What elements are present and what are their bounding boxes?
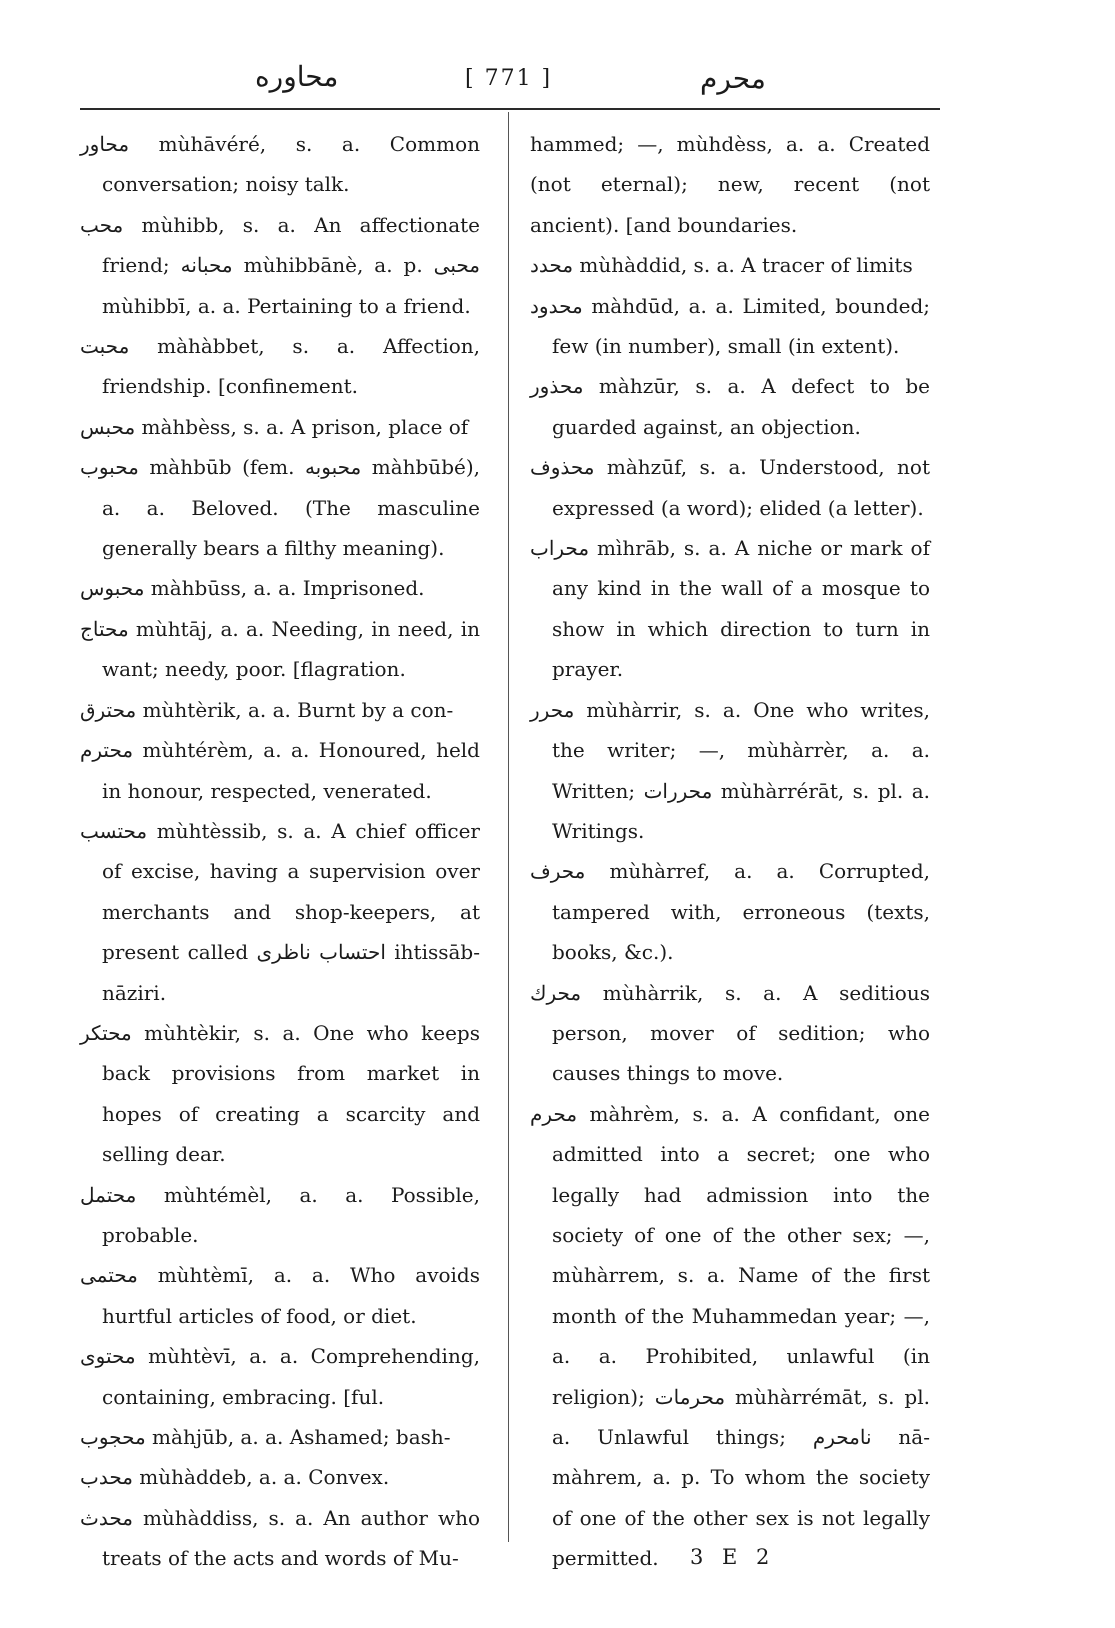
- header-rule: [80, 108, 940, 110]
- column-divider: [508, 112, 509, 1542]
- dictionary-entry: محتوی mùhtèvī, a. a. Comprehending, containing, embracing. [ful.: [80, 1344, 480, 1409]
- dictionary-entry: محترق mùhtèrik, a. a. Burnt by a con-: [80, 697, 454, 722]
- dictionary-entry: محبوب màhbūb (fem. محبوبه màhbūbé), a. a. Beloved. (The masculine generally bears a filthy meaning).: [80, 455, 480, 561]
- dictionary-entry: محتسب mùhtèssib, s. a. A chief officer of excise, having a supervision over merchants and shop-keepers, at present called احتساب ناظری ihtissāb-nāziri.: [80, 818, 480, 1005]
- dictionary-entry: محدب mùhàddeb, a. a. Convex.: [80, 1465, 390, 1490]
- signature-mark: 3 E 2: [690, 1545, 776, 1569]
- dictionary-entry: محب mùhibb, s. a. An affectionate friend; محبانه mùhibbānè, a. p. محبی mùhibbī, a. a. Pertaining to a friend.: [80, 212, 480, 318]
- dictionary-entry: محتمل mùhtémèl, a. a. Possible, probable.: [80, 1182, 480, 1247]
- dictionary-entry: محتاج mùhtāj, a. a. Needing, in need, in want; needy, poor. [flagration.: [80, 616, 480, 682]
- dictionary-entry: محبت màhàbbet, s. a. Affection, friendship. [confinement.: [80, 334, 480, 399]
- dictionary-entry: محتمی mùhtèmī, a. a. Who avoids hurtful articles of food, or diet.: [80, 1263, 480, 1328]
- dictionary-entry: محبوس màhbūss, a. a. Imprisoned.: [80, 576, 425, 601]
- right-column: [530, 124, 930, 1579]
- dictionary-entry: محرر mùhàrrir, s. a. One who writes, the writer; —, mùhàrrèr, a. a. Written; محررات mùhàrrérāt, s. pl. a. Writings.: [530, 697, 930, 843]
- dictionary-entry: hammed; —, mùhdèss, a. a. Created (not eternal); new, recent (not ancient). [and boundaries.: [530, 132, 930, 237]
- header-right-arabic: محرم: [700, 62, 766, 95]
- dictionary-entry: محبس màhbèss, s. a. A prison, place of: [80, 414, 469, 439]
- dictionary-entry: محتكر mùhtèkir, s. a. One who keeps back provisions from market in hopes of creating a scarcity and selling dear.: [80, 1020, 480, 1167]
- dictionary-entry: محرف mùhàrref, a. a. Corrupted, tampered with, erroneous (texts, books, &c.).: [530, 859, 930, 965]
- page-number: [ 771 ]: [465, 66, 553, 91]
- dictionary-entry: محرك mùhàrrik, s. a. A seditious person, mover of sedition; who causes things to move.: [530, 980, 930, 1086]
- dictionary-entry: محرم màhrèm, s. a. A confidant, one admitted into a secret; one who legally had admission into the society of one of the other sex; —, mùhàrrem, s. a. Name of the first month of the Muhammedan year; —, a. a. Prohibited, unlawful (in religion); محرمات mùhàrrémāt, s. pl. a. Unlawful things; نامحرم nā-màhrem, a. p. To whom the society of one of the other sex is not legally permitted.: [530, 1101, 930, 1571]
- dictionary-entry: محجوب màhjūb, a. a. Ashamed; bash-: [80, 1425, 451, 1449]
- dictionary-entry: محاور mùhāvéré, s. a. Common conversation; noisy talk.: [80, 132, 480, 197]
- left-column: [80, 124, 480, 1579]
- dictionary-entry: محدث mùhàddiss, s. a. An author who treats of the acts and words of Mu-: [80, 1505, 480, 1571]
- dictionary-entry: محترم mùhtérèm, a. a. Honoured, held in honour, respected, venerated.: [80, 738, 480, 803]
- page-header: [80, 58, 940, 104]
- header-left-arabic: محاوره: [255, 60, 339, 93]
- dictionary-entry: محذور màhzūr, s. a. A defect to be guarded against, an objection.: [530, 374, 930, 439]
- dictionary-entry: محذوف màhzūf, s. a. Understood, not expressed (a word); elided (a letter).: [530, 455, 930, 520]
- dictionary-entry: محدود màhdūd, a. a. Limited, bounded; few (in number), small (in extent).: [530, 293, 930, 359]
- dictionary-entry: محدد mùhàddid, s. a. A tracer of limits: [530, 253, 913, 278]
- dictionary-entry: محراب mìhrāb, s. a. A niche or mark of any kind in the wall of a mosque to show in which direction to turn in prayer.: [530, 536, 930, 682]
